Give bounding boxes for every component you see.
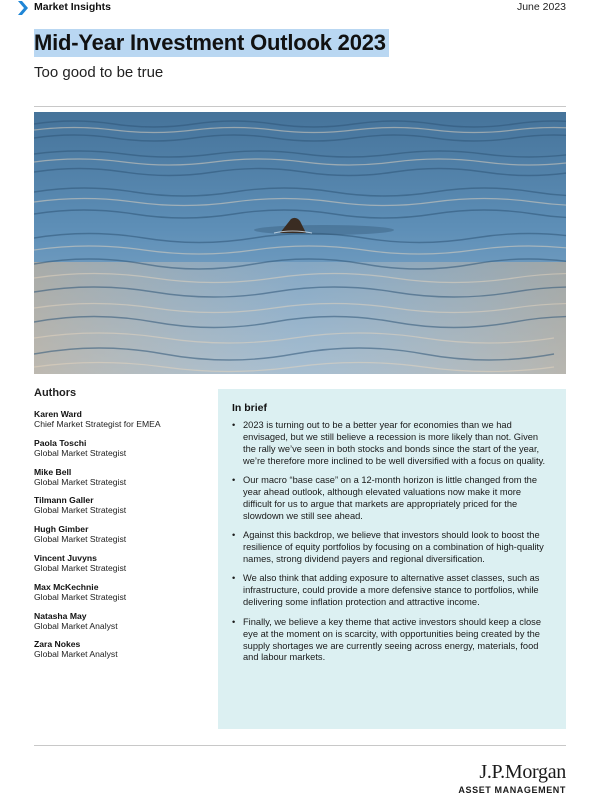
author-role: Global Market Strategist [34, 562, 127, 573]
authors-list [34, 409, 214, 668]
author-entry [34, 582, 214, 611]
author-entry [34, 611, 214, 640]
author-role: Global Market Strategist [34, 447, 127, 458]
chevron-right-icon [18, 1, 28, 15]
in-brief-heading: In brief [232, 402, 268, 414]
author-entry [34, 495, 214, 524]
divider-top [34, 106, 566, 107]
author-name: Max McKechnie [34, 581, 99, 592]
author-name: Karen Ward [34, 409, 82, 419]
author-entry [34, 553, 214, 582]
author-role: Global Market Analyst [34, 649, 118, 660]
author-entry [34, 438, 214, 467]
in-brief-bullet: • 2023 is turning out to be a better year for economies than we had envisaged, but we still believe a recession is more likely than not. Given the rally we’ve seen in both stocks and bonds since the start of the year, we’re therefore more inclined to be well diversified with a focus on quality. [232, 420, 552, 468]
author-role: Global Market Analyst [34, 620, 118, 631]
author-name: Vincent Juvyns [34, 552, 97, 563]
in-brief-bullet: • Finally, we believe a key theme that active investors should keep a close eye at the moment on is scarcity, with opportunities being created by the supply shortages we are currently seeing across energy, materials, food and labour markets. [232, 617, 552, 665]
in-brief-box [218, 389, 566, 729]
jpmorgan-logo [458, 761, 566, 795]
in-brief-bullet: • Against this backdrop, we believe that investors should look to boost the resilience of equity portfolios by focusing on a combination of high-quality names, strong dividend payers and regional diversification. [232, 530, 552, 566]
author-entry [34, 467, 214, 496]
author-name: Hugh Gimber [34, 524, 89, 535]
author-role: Global Market Strategist [34, 591, 127, 602]
series-label: Market Insights [34, 1, 112, 13]
author-role: Chief Market Strategist for EMEA [34, 419, 161, 429]
hero-image [34, 112, 566, 374]
author-entry [34, 409, 214, 438]
in-brief-list [232, 420, 552, 664]
in-brief-bullet: • We also think that adding exposure to alternative asset classes, such as infrastructure, could provide a more defensive stance to portfolios, while delivering some inflation protection and attractive income. [232, 573, 552, 609]
logo-subtitle: ASSET MANAGEMENT [458, 785, 566, 795]
author-entry [34, 639, 214, 668]
author-role: Global Market Strategist [34, 534, 127, 545]
author-role: Global Market Strategist [34, 476, 127, 487]
header-bar [18, 0, 566, 16]
author-name: Natasha May [34, 610, 87, 621]
report-title: Mid-Year Investment Outlook 2023 [34, 29, 389, 57]
author-name: Zara Nokes [34, 639, 81, 650]
in-brief-bullet: • Our macro “base case” on a 12-month horizon is little changed from the year ahead outlook, although elevated valuations now make it more difficult for us to argue that markets are appropriately priced for the slowdown we still see ahead. [232, 475, 552, 523]
authors-heading: Authors [34, 387, 77, 399]
logo-wordmark: J.P.Morgan [479, 761, 566, 783]
author-entry [34, 524, 214, 553]
author-name: Paola Toschi [34, 437, 87, 448]
report-subtitle: Too good to be true [34, 64, 164, 81]
publication-date: June 2023 [516, 1, 566, 13]
author-name: Mike Bell [34, 466, 72, 477]
divider-bottom [34, 745, 566, 746]
author-role: Global Market Strategist [34, 505, 127, 516]
author-name: Tilmann Galler [34, 495, 94, 506]
